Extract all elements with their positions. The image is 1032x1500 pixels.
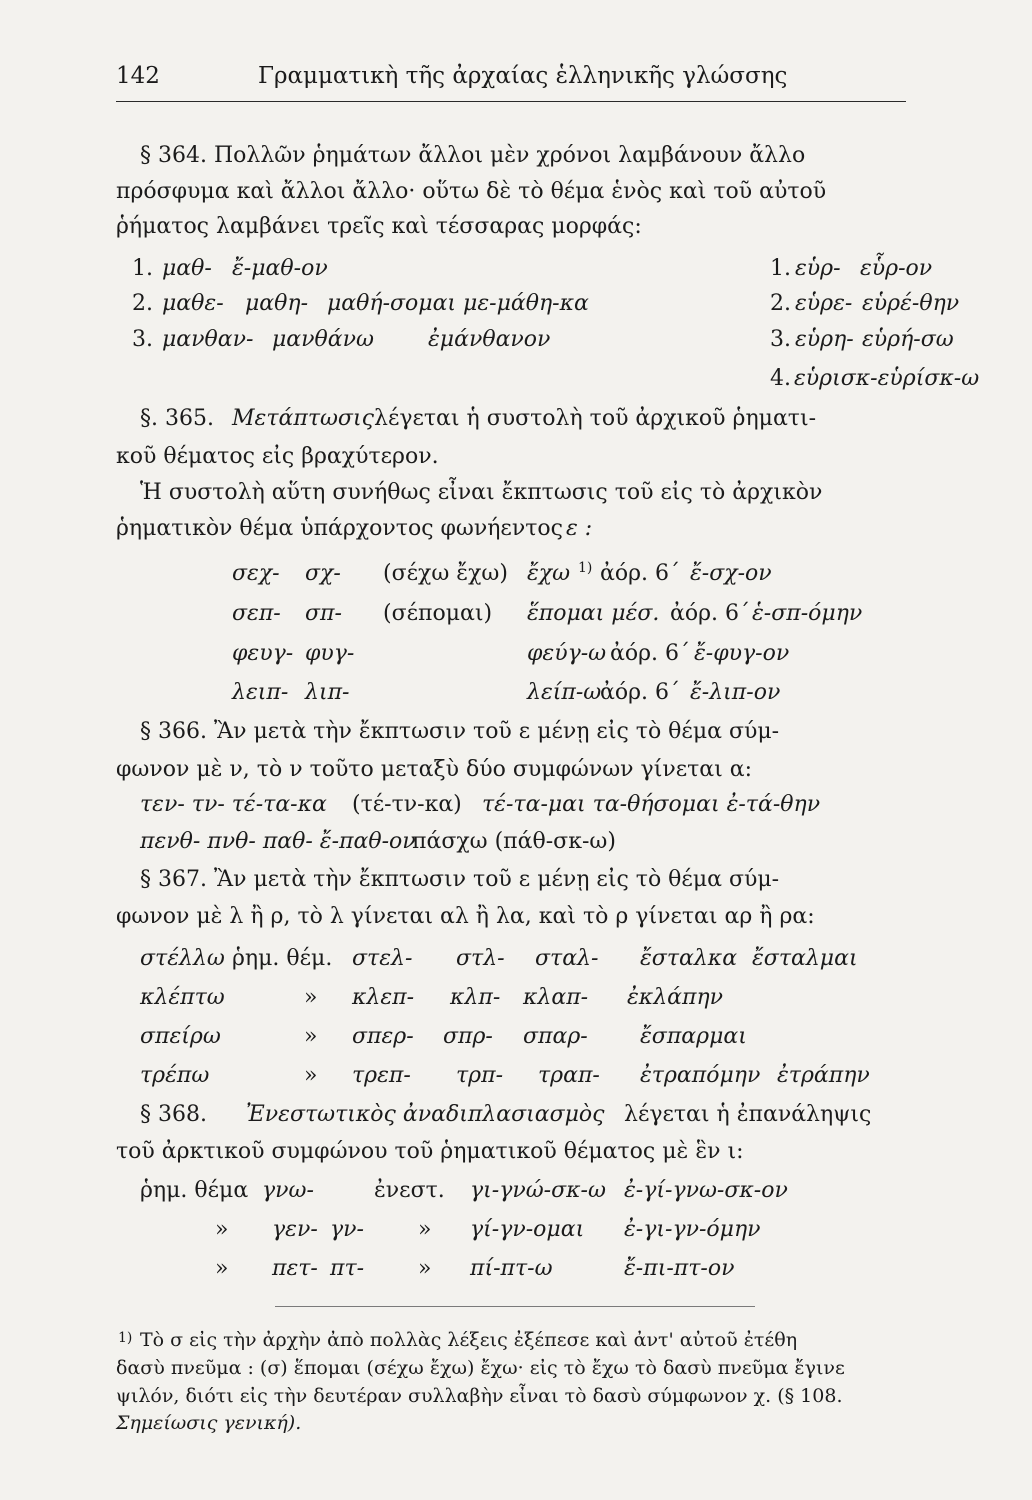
- s367-row4-verb: τρέπω: [140, 1063, 210, 1088]
- footnote-rule: [275, 1306, 755, 1307]
- footnote-line-3: ψιλόν, διότι εἰς τὴν δευτέραν συλλαβὴν εἶναι τὸ δασὺ σύμφωνον χ. (§ 108.: [116, 1385, 843, 1407]
- footnote-mark: 1): [118, 1330, 133, 1346]
- s365-row2-c6: ἑ-σπ-όμην: [752, 601, 863, 626]
- s368-line-1-rest: λέγεται ἡ ἐπανάληψις: [624, 1102, 872, 1127]
- s366-ex1-b: (τέ-τν-κα): [352, 792, 462, 817]
- s364-right-num-3: 3.: [770, 327, 791, 352]
- s365-row1-c3: (σέχω ἔχω): [383, 561, 508, 586]
- s367-row1-s1: στελ-: [352, 946, 413, 971]
- s367-line-1: § 367. Ἂν μετὰ τὴν ἔκπτωσιν τοῦ ε μένῃ εἰς τὸ θέμα σύμ-: [140, 867, 780, 892]
- s367-row4-f1: ἐτραπόμην: [640, 1063, 761, 1088]
- s368-row2-past: ἐ-γι-γν-όμην: [624, 1217, 761, 1242]
- s366-ex2-a: πενθ- πνθ- παθ- ἔ-παθ-ον: [140, 829, 416, 854]
- s364-right-form-3: εὑρή-σω: [862, 327, 954, 352]
- s365-row1-c5: ἀόρ. 6΄: [600, 561, 681, 586]
- s368-row1-pres: γι-γνώ-σκ-ω: [470, 1178, 606, 1203]
- s368-row3-s2: πτ-: [330, 1256, 365, 1281]
- page-number: 142: [116, 63, 160, 89]
- s365-row3-c6: ἔ-φυγ-ον: [694, 641, 790, 666]
- s367-row2-s1: κλεπ-: [352, 985, 415, 1010]
- s366-line-1: § 366. Ἂν μετὰ τὴν ἔκπτωσιν τοῦ ε μένῃ εἰς τὸ θέμα σύμ-: [140, 719, 780, 744]
- s367-row4-s3: τραπ-: [538, 1063, 600, 1088]
- s365-row1-c4: ἔχω: [527, 561, 571, 586]
- s367-row3-s2: σπρ-: [443, 1024, 493, 1049]
- s364-right-stem-2: εὑρε-: [795, 291, 853, 316]
- s365-row3-c1: φευγ-: [232, 641, 294, 666]
- s365-row4-c5: ἀόρ. 6΄: [600, 680, 681, 705]
- s367-row3-verb: σπείρω: [140, 1024, 221, 1049]
- s364-left-form-3b: ἐμάνθανον: [428, 327, 551, 352]
- s368-row3-mid: »: [418, 1256, 432, 1281]
- s367-row4-s1: τρεπ-: [352, 1063, 411, 1088]
- footnote-line-4: Σημείωσις γενική).: [116, 1412, 302, 1434]
- s365-row2-c4: ἕπομαι μέσ.: [527, 601, 660, 626]
- s364-line-2: πρόσφυμα καὶ ἄλλοι ἄλλο· οὕτω δὲ τὸ θέμα ἑνὸς καὶ τοῦ αὐτοῦ: [116, 179, 827, 204]
- s365-row2-c5: ἀόρ. 6΄: [670, 601, 751, 626]
- s368-line-2: τοῦ ἀρκτικοῦ συμφώνου τοῦ ῥηματικοῦ θέματος μὲ ἓν ι:: [116, 1139, 744, 1164]
- s368-row3-pres: πί-πτ-ω: [470, 1256, 553, 1281]
- running-title: Γραμματικὴ τῆς ἀρχαίας ἑλληνικῆς γλώσσης: [258, 63, 788, 89]
- s365-row1-footnote-ref: 1): [578, 560, 593, 576]
- s365-row4-c2: λιπ-: [305, 680, 350, 705]
- s364-right-stem-1: εὑρ-: [795, 256, 841, 281]
- s364-right-num-1: 1.: [770, 256, 791, 281]
- s367-row4-s2: τρπ-: [456, 1063, 503, 1088]
- s365-row2-c2: σπ-: [305, 601, 342, 626]
- s365-line-3: Ἡ συστολὴ αὕτη συνήθως εἶναι ἔκπτωσις τοῦ εἰς τὸ ἀρχικὸν: [140, 480, 823, 505]
- s364-left-stem-3: μανθαν-: [162, 327, 254, 352]
- s365-row2-c1: σεπ-: [232, 601, 281, 626]
- s367-row4-label: »: [304, 1063, 318, 1088]
- s364-line-1: § 364. Πολλῶν ῥημάτων ἄλλοι μὲν χρόνοι λαμβάνουν ἄλλο: [140, 143, 806, 168]
- s364-right-stem-3: εὑρη-: [795, 327, 854, 352]
- s367-row2-f1: ἐκλάπην: [627, 985, 724, 1010]
- s366-ex1-c: τέ-τα-μαι τα-θήσομαι ἐ-τά-θην: [482, 792, 821, 817]
- s364-left-form-2b: μαθή-σομαι με-μάθη-κα: [327, 291, 589, 316]
- s365-row4-c4: λείπ-ω: [527, 680, 602, 705]
- s367-row1-f2: ἔσταλμαι: [752, 946, 858, 971]
- s367-row1-label: ῥημ. θέμ.: [232, 946, 333, 971]
- s365-line-4b: ε :: [566, 516, 593, 541]
- s367-row2-verb: κλέπτω: [140, 985, 225, 1010]
- s367-row1-verb: στέλλω: [140, 946, 225, 971]
- s364-left-stem-1: μαθ-: [162, 256, 212, 281]
- s365-row4-c6: ἔ-λιπ-ον: [690, 680, 781, 705]
- s368-row2-mid: »: [418, 1217, 432, 1242]
- s368-row3-past: ἔ-πι-πτ-ον: [624, 1256, 735, 1281]
- s367-row2-s3: κλαπ-: [523, 985, 589, 1010]
- s364-right-form-2: εὑρέ-θην: [862, 291, 960, 316]
- s367-row1-f1: ἔσταλκα: [640, 946, 738, 971]
- s364-right-num-2: 2.: [770, 291, 791, 316]
- s367-row3-s1: σπερ-: [352, 1024, 414, 1049]
- s367-line-2: φωνον μὲ λ ἢ ρ, τὸ λ γίνεται αλ ἢ λα, καὶ τὸ ρ γίνεται αρ ἢ ρα:: [116, 904, 815, 929]
- s367-row1-s2: στλ-: [456, 946, 505, 971]
- s368-row2-label: »: [215, 1217, 229, 1242]
- s368-row1-s1: γνω-: [262, 1178, 314, 1203]
- s364-left-num-2: 2.: [132, 291, 153, 316]
- s365-row3-c4: φεύγ-ω: [527, 641, 607, 666]
- header-rule: [116, 101, 906, 102]
- s366-line-2: φωνον μὲ ν, τὸ ν τοῦτο μεταξὺ δύο συμφώνων γίνεται α:: [116, 757, 753, 782]
- s364-right-form-4: εὑρισκ-εὑρίσκ-ω: [794, 366, 980, 391]
- s367-row3-s3: σπαρ-: [523, 1024, 588, 1049]
- s368-row1-label: ῥημ. θέμα: [140, 1178, 249, 1203]
- s364-left-form-3a: μανθάνω: [272, 327, 374, 352]
- s365-row4-c1: λειπ-: [232, 680, 289, 705]
- s365-row3-c2: φυγ-: [305, 641, 355, 666]
- s365-row1-c1: σεχ-: [232, 561, 280, 586]
- s367-row3-label: »: [304, 1024, 318, 1049]
- s368-row2-pres: γί-γν-ομαι: [470, 1217, 585, 1242]
- s364-left-stem-2: μαθε-: [162, 291, 224, 316]
- s367-row2-s2: κλπ-: [450, 985, 501, 1010]
- s366-ex2-b: πάσχω (πάθ-σκ-ω): [412, 829, 616, 854]
- s367-row4-f2: ἐτράπην: [777, 1063, 870, 1088]
- s368-row3-label: »: [215, 1256, 229, 1281]
- s368-row1-past: ἐ-γί-γνω-σκ-ον: [624, 1178, 788, 1203]
- s368-row3-s1: πετ-: [272, 1256, 318, 1281]
- s368-row1-mid: ἐνεστ.: [374, 1178, 445, 1203]
- s367-row3-f1: ἔσπαρμαι: [640, 1024, 747, 1049]
- s366-ex1-a: τεν- τν- τέ-τα-κα: [140, 792, 327, 817]
- s367-row2-label: »: [304, 985, 318, 1010]
- s368-term: Ἐνεστωτικὸς ἀναδιπλασιασμὸς: [246, 1102, 605, 1127]
- s365-line-1-rest: λέγεται ἡ συστολὴ τοῦ ἀρχικοῦ ῥηματι-: [374, 406, 817, 431]
- s364-left-form-2a: μαθη-: [245, 291, 309, 316]
- s364-left-num-3: 3.: [132, 327, 153, 352]
- s365-row2-c3: (σέπομαι): [383, 601, 493, 626]
- s364-left-num-1: 1.: [132, 256, 153, 281]
- s364-left-form-1a: ἔ-μαθ-ον: [232, 256, 328, 281]
- s368-row2-s1: γεν-: [272, 1217, 318, 1242]
- s365-line-4a: ῥηματικὸν θέμα ὑπάρχοντος φωνήεντος: [116, 516, 563, 541]
- s365-row1-c6: ἔ-σχ-ον: [690, 561, 772, 586]
- s365-line-2: κοῦ θέματος εἰς βραχύτερον.: [116, 444, 439, 469]
- s368-row2-s2: γν-: [330, 1217, 364, 1242]
- s368-mark: § 368.: [140, 1102, 207, 1127]
- s364-right-num-4: 4.: [770, 366, 791, 391]
- s365-mark: §. 365.: [140, 406, 214, 431]
- s364-right-form-1: εὗρ-ον: [860, 256, 933, 281]
- footnote-line-1: Τὸ σ εἰς τὴν ἀρχὴν ἀπὸ πολλὰς λέξεις ἐξέπεσε καὶ ἀντ' αὐτοῦ ἐτέθη: [140, 1329, 798, 1351]
- s365-row3-c5: ἀόρ. 6΄: [610, 641, 691, 666]
- s365-row1-c2: σχ-: [305, 561, 341, 586]
- s365-term: Μετάπτωσις: [232, 406, 374, 431]
- s367-row1-s3: σταλ-: [535, 946, 599, 971]
- s364-line-3: ῥήματος λαμβάνει τρεῖς καὶ τέσσαρας μορφάς:: [116, 214, 642, 239]
- footnote-line-2: δασὺ πνεῦμα : (σ) ἕπομαι (σέχω ἔχω) ἔχω· εἰς τὸ ἔχω τὸ δασὺ πνεῦμα ἔγινε: [116, 1357, 845, 1379]
